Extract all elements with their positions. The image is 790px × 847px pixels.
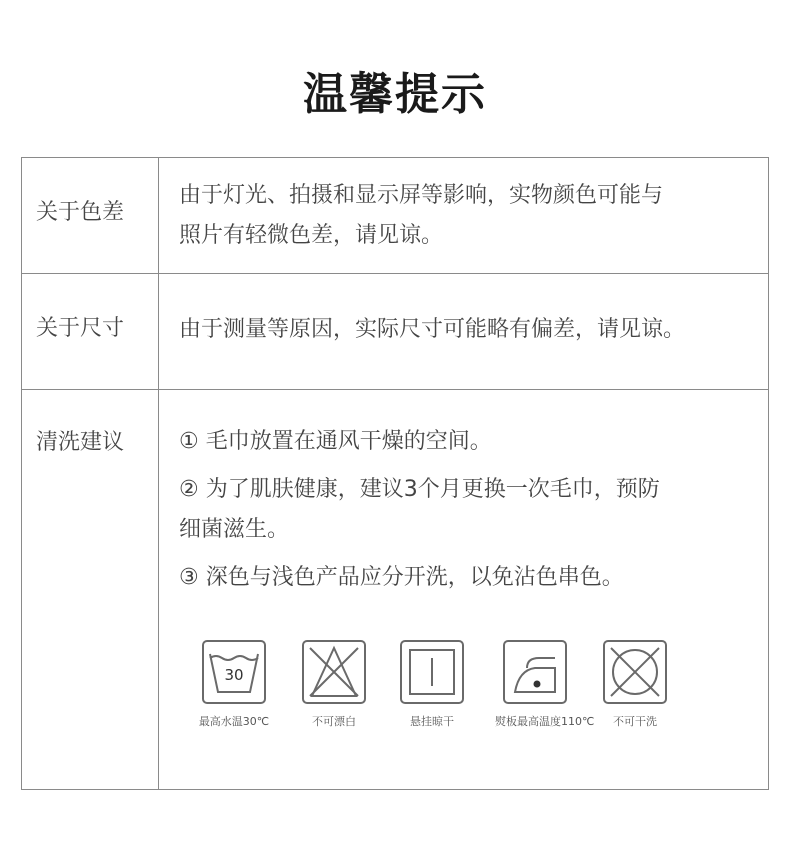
info-table <box>21 157 769 790</box>
page-title: 温馨提示 <box>303 69 487 120</box>
row-divider <box>22 273 768 274</box>
content-line: 照片有轻微色差，请见谅。 <box>179 223 444 248</box>
content-line: 由于灯光、拍摄和显示屏等影响，实物颜色可能与 <box>179 183 664 208</box>
hang-dry-icon <box>402 642 462 702</box>
care-caption: 熨板最高温度110℃ <box>495 715 595 728</box>
row-content-washing <box>179 422 660 598</box>
row-label-washing: 清洗建议 <box>36 430 125 455</box>
care-symbol-no-dry-clean <box>595 640 675 729</box>
row-content-size <box>179 310 685 350</box>
care-item-2-cont: 细菌滋生。 <box>179 517 290 542</box>
column-divider <box>158 158 159 789</box>
row-label-color-difference: 关于色差 <box>36 200 125 225</box>
care-item-2: ② 为了肌肤健康，建议3个月更换一次毛巾，预防 <box>179 477 660 502</box>
care-symbol-iron-110 <box>495 640 595 729</box>
do-not-dry-clean-icon <box>605 642 665 702</box>
care-symbol-no-bleach <box>294 640 374 729</box>
care-item-1: ① 毛巾放置在通风干燥的空间。 <box>179 429 492 454</box>
iron-110-icon <box>505 642 565 702</box>
row-divider <box>22 389 768 390</box>
content-line: 由于测量等原因，实际尺寸可能略有偏差，请见谅。 <box>179 317 686 342</box>
care-caption: 最高水温30℃ <box>198 715 270 728</box>
care-symbol-wash-30 <box>194 640 274 729</box>
care-caption: 不可漂白 <box>312 715 356 728</box>
care-caption: 不可干洗 <box>613 715 657 728</box>
wash-temperature: 30 <box>224 666 244 684</box>
care-item-3: ③ 深色与浅色产品应分开洗，以免沾色串色。 <box>179 565 624 590</box>
row-label-size: 关于尺寸 <box>36 316 125 341</box>
do-not-bleach-icon <box>304 642 364 702</box>
wash-30-icon <box>204 642 264 702</box>
care-symbol-hang-dry <box>392 640 472 729</box>
row-content-color-difference <box>179 176 663 256</box>
care-caption: 悬挂晾干 <box>410 715 454 728</box>
